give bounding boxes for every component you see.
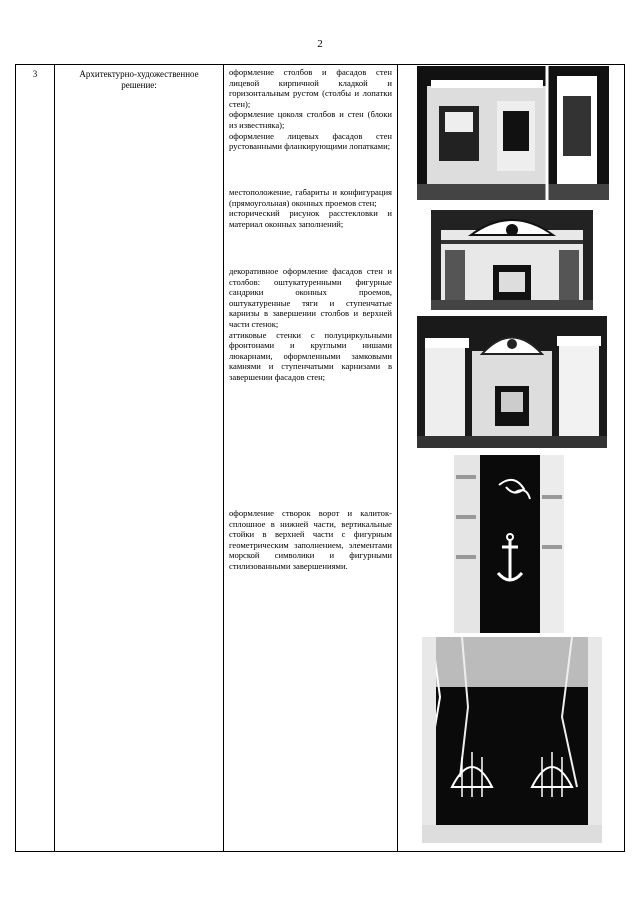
column-divider: [54, 65, 55, 851]
building-facade-photo: [417, 66, 609, 200]
pediment-photo: [431, 210, 593, 310]
page-number: 2: [317, 38, 323, 50]
description-item: местоположение, габариты и конфигурация (прямоугольная) оконных проемов стен;: [229, 187, 392, 208]
heritage-table: [15, 64, 625, 852]
pillars-photo: [417, 316, 607, 448]
description-item: аттиковые стенки с полуциркульными фронтонами и круглыми нишами люкарнами, оформленными замковыми камнями и ступенчатыми карнизами в завершении фасадов стен;: [229, 329, 392, 382]
description-item: исторический рисунок расстекловки и материал оконных заполнений;: [229, 208, 392, 229]
description-block-2: [229, 187, 392, 229]
row-number: 3: [32, 69, 38, 79]
column-divider: [223, 65, 224, 851]
row-title-line2: решение:: [121, 80, 157, 90]
gate-anchor-photo: [454, 455, 564, 633]
row-title: [56, 69, 222, 91]
gate-trees-photo: [422, 637, 602, 843]
description-item: оформление створок ворот и калиток- сплошное в нижней части, вертикальные стойки в верхней части с фигурным геометрическим заполнением, элементами морской символики и фигурными стилизованными завершениями.: [229, 508, 392, 571]
description-block-1: [229, 67, 392, 152]
description-item: оформление лицевых фасадов стен рустованными фланкирующими лопатками;: [229, 130, 392, 152]
description-item: оформление цоколя столбов и стен (блоки из известняка);: [229, 109, 392, 130]
description-item: оформление столбов и фасадов стен лицевой кирпичной кладкой и горизонтальным рустом (столбы и лопатки стен);: [229, 67, 392, 109]
description-item: декоративное оформление фасадов стен и столбов: оштукатуренными фигурные сандрики оконных проемов, оштукатуренные тяги и ступенчатые карнизы в завершении столбов и верхней части стенок;: [229, 266, 392, 329]
description-block-4: [229, 508, 392, 572]
description-block-3: [229, 266, 392, 383]
column-divider: [397, 65, 398, 851]
row-title-line1: Архитектурно-художественное: [79, 69, 199, 79]
